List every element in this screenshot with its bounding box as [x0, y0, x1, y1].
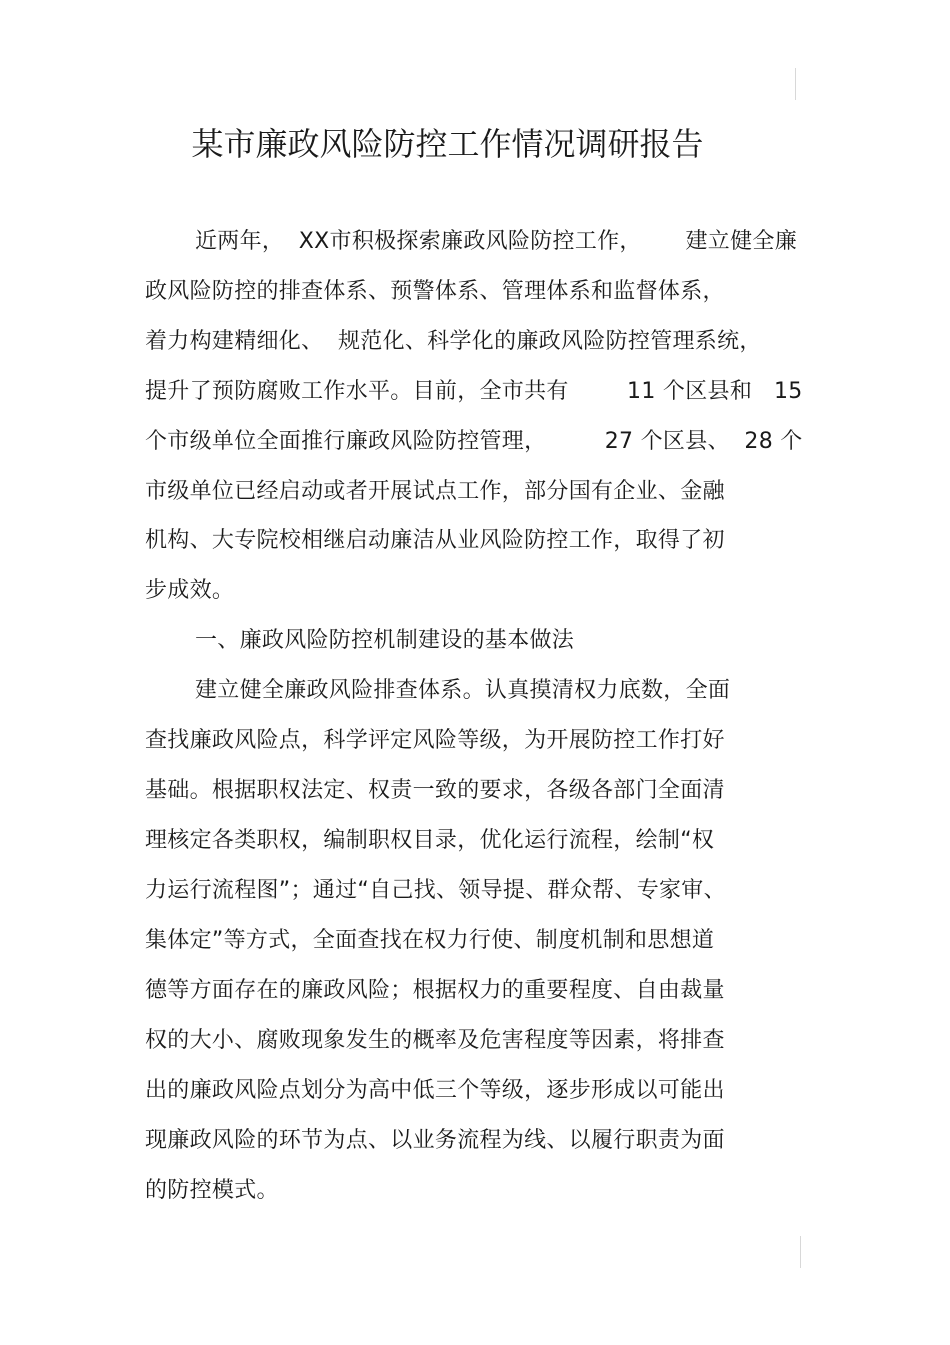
paragraph-line: 着力构建精细化、 规范化、科学化的廉政风险防控管理系统，	[145, 329, 762, 354]
paragraph-line: 现廉政风险的环节为点、以业务流程为线、以履行职责为面	[145, 1128, 725, 1153]
document-title: 某市廉政风险防控工作情况调研报告	[191, 125, 704, 163]
paragraph-line: 理核定各类职权，编制职权目录，优化运行流程，绘制“权	[145, 828, 715, 853]
paragraph-line: 查找廉政风险点，科学评定风险等级，为开展防控工作打好	[145, 728, 725, 753]
paragraph-line: 政风险防控的排查体系、预警体系、管理体系和监督体系，	[145, 279, 725, 304]
section-heading: 一、廉政风险防控机制建设的基本做法	[195, 628, 575, 653]
paragraph-line: 集体定”等方式，全面查找在权力行使、制度机制和思想道	[145, 928, 715, 953]
paragraph-line: 基础。根据职权法定、权责一致的要求，各级各部门全面清	[145, 778, 725, 803]
paragraph-line: 机构、大专院校相继启动廉洁从业风险防控工作，取得了初	[145, 528, 725, 553]
page-edge-mark	[795, 68, 796, 100]
paragraph-line: 近两年， XX市积极探索廉政风险防控工作， 建立健全廉	[195, 229, 797, 254]
paragraph-line: 个市级单位全面推行廉政风险防控管理， 27 个区县、 28 个	[145, 429, 803, 454]
paragraph-line: 的防控模式。	[145, 1178, 279, 1203]
paragraph-line: 提升了预防腐败工作水平。目前，全市共有 11 个区县和 15	[145, 379, 803, 404]
paragraph-line: 步成效。	[145, 578, 235, 603]
paragraph-line: 建立健全廉政风险排查体系。认真摸清权力底数，全面	[195, 678, 731, 703]
paragraph-line: 出的廉政风险点划分为高中低三个等级，逐步形成以可能出	[145, 1078, 725, 1103]
paragraph-line: 市级单位已经启动或者开展试点工作，部分国有企业、金融	[145, 479, 725, 504]
paragraph-line: 德等方面存在的廉政风险；根据权力的重要程度、自由裁量	[145, 978, 725, 1003]
paragraph-line: 权的大小、腐败现象发生的概率及危害程度等因素，将排查	[145, 1028, 725, 1053]
paragraph-line: 力运行流程图”；通过“自己找、领导提、群众帮、专家审、	[145, 878, 726, 903]
page-edge-mark	[800, 1236, 801, 1268]
